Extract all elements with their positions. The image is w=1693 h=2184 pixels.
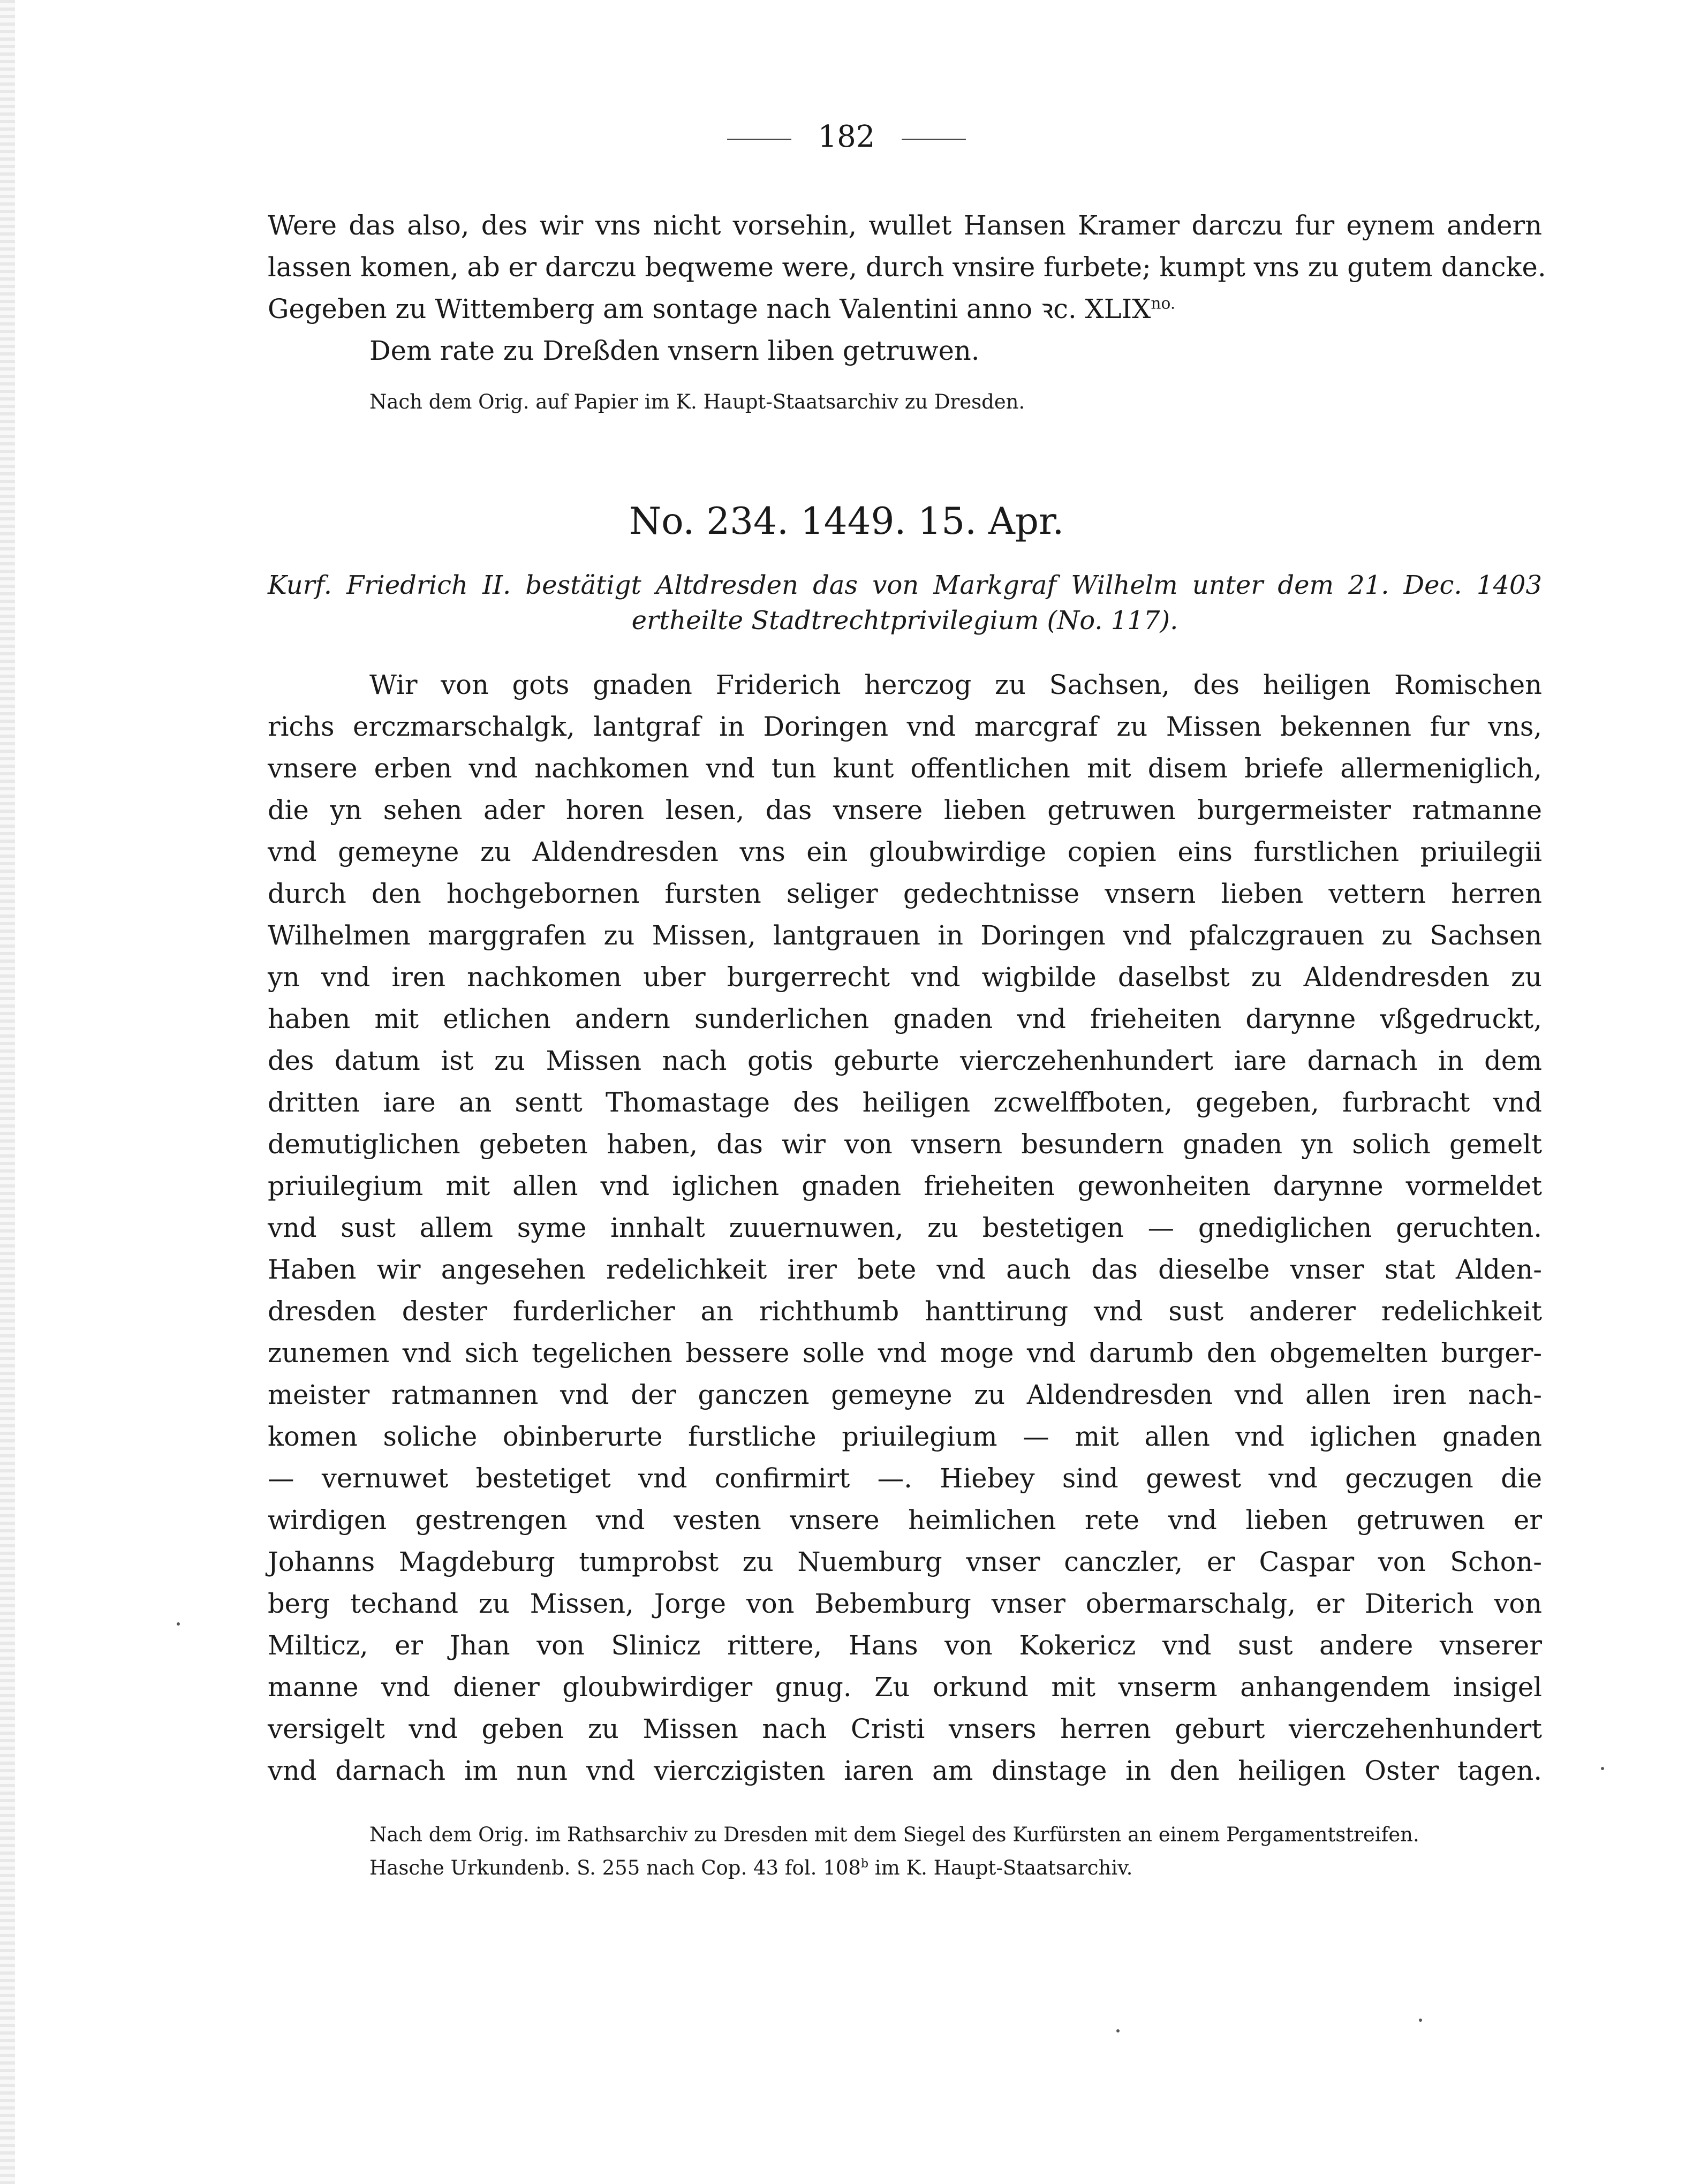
letter-source-note: Nach dem Orig. auf Papier im K. Haupt-Staatsarchiv zu Dresden. [369,390,1025,413]
source-note-ref: Hasche Urkundenb. S. 255 nach Cop. 43 fol. 108 [369,1856,861,1879]
body-line: haben mit etlichen andern sunderlichen gnaden vnd frieheiten darynne vßgedruckt, [268,1003,1542,1034]
header-dash-right [902,139,966,140]
body-line: die yn sehen ader horen lesen, das vnsere lieben getruwen burgermeister ratmanne [268,795,1542,826]
body-line: Wilhelmen marggrafen zu Missen, lantgrauen in Doringen vnd pfalczgrauen zu Sachsen [268,920,1542,951]
document-summary [268,568,1542,638]
document-body [268,664,1542,1792]
page-header [0,119,1693,154]
letter-line: Were das also, des wir vns nicht vorsehin, wullet Hansen Kramer darczu fur eynem andern [268,210,1542,241]
body-line: durch den hochgebornen fursten seliger gedechtnisse vnsern lieben vettern herren [268,878,1542,909]
body-line: vnd gemeyne zu Aldendresden vns ein gloubwirdige copien eins furstlichen priuilegii [268,836,1542,867]
body-line: — vernuwet bestetiget vnd confirmirt —. Hiebey sind gewest vnd geczugen die [268,1463,1542,1494]
page-number: 182 [818,119,875,154]
body-line: Johanns Magdeburg tumprobst zu Nuemburg vnser canczler, er Caspar von Schon- [268,1546,1542,1577]
scan-edge [0,0,15,2184]
top-letter [268,205,1546,419]
body-line: vnsere erben vnd nachkomen vnd tun kunt offentlichen mit disem briefe allermeniglich, [268,753,1542,784]
body-line: berg techand zu Missen, Jorge von Bebemburg vnser obermarschalg, er Diterich von [268,1588,1542,1619]
body-line: des datum ist zu Missen nach gotis geburte vierczehenhundert iare darnach in dem [268,1045,1542,1076]
body-line: Wir von gots gnaden Friderich herczog zu Sachsen, des heiligen Romischen [369,669,1542,700]
source-note-line-1: Nach dem Orig. im Rathsarchiv zu Dresden mit dem Siegel des Kurfürsten an einem Pergamentstreifen. [369,1823,1419,1846]
body-line: dresden dester furderlicher an richthumb hanttirung vnd sust anderer redelichkeit [268,1296,1542,1327]
body-line: yn vnd iren nachkomen uber burgerrecht vnd wigbilde daselbst zu Aldendresden zu [268,962,1542,993]
source-note-archive: im K. Haupt-Staatsarchiv. [868,1856,1133,1879]
letter-address: Dem rate zu Dreßden vnsern liben getruwen. [369,335,980,366]
header-dash-left [727,139,791,140]
letter-date-sup: no. [1151,294,1176,313]
speck [177,1622,180,1626]
body-line: versigelt vnd geben zu Missen nach Cristi vnsers herren geburt vierczehenhundert [268,1713,1542,1744]
source-note-line-2 [369,1852,1542,1885]
body-line: vnd sust allem syme innhalt zuuernuwen, zu bestetigen — gnediglichen geruchten. [268,1212,1542,1243]
body-line: vnd darnach im nun vnd vierczigisten iaren am dinstage in den heiligen Oster tagen. [268,1755,1542,1786]
source-note-sup: b [860,1856,869,1871]
body-line: Milticz, er Jhan von Slinicz rittere, Hans von Kokericz vnd sust andere vnserer [268,1630,1542,1661]
body-line: demutiglichen gebeten haben, das wir von vnsern besundern gnaden yn solich gemelt [268,1129,1542,1160]
speck [1419,2019,1422,2022]
body-line: priuilegium mit allen vnd iglichen gnaden frieheiten gewonheiten darynne vormeldet [268,1170,1542,1201]
speck [1116,2029,1120,2032]
body-line: wirdigen gestrengen vnd vesten vnsere heimlichen rete vnd lieben getruwen er [268,1505,1542,1536]
body-line: dritten iare an sentt Thomastage des heiligen zcwelffboten, gegeben, furbracht vnd [268,1087,1542,1118]
letter-line: lassen komen, ab er darczu beqweme were, durch vnsire furbete; kumpt vns zu gutem dancke. [268,252,1546,283]
body-line: richs erczmarschalgk, lantgraf in Doringen vnd marcgraf zu Missen bekennen fur vns, [268,711,1542,742]
letter-date: Gegeben zu Wittemberg am sontage nach Valentini anno ꝛc. XLIX [268,293,1151,324]
body-line: meister ratmannen vnd der ganczen gemeyne zu Aldendresden vnd allen iren nach- [268,1379,1542,1410]
body-line: komen soliche obinberurte furstliche priuilegium — mit allen vnd iglichen gnaden [268,1421,1542,1452]
body-line: zunemen vnd sich tegelichen bessere solle vnd moge vnd darumb den obgemelten burger- [268,1337,1542,1369]
body-line: Haben wir angesehen redelichkeit irer bete vnd auch das dieselbe vnser stat Alden- [268,1254,1542,1285]
document-heading: No. 234. 1449. 15. Apr. [629,500,1064,543]
summary-line-1: Kurf. Friedrich II. bestätigt Altdresden das von Markgraf Wilhelm unter dem 21. Dec. 1403 [268,570,1542,600]
speck [1601,1767,1604,1770]
letter-line [268,288,1542,330]
summary-line-2: ertheilte Stadtrechtprivilegium (No. 117). [631,606,1178,636]
body-line: manne vnd diener gloubwirdiger gnug. Zu orkund mit vnserm anhangendem insigel [268,1672,1542,1703]
document-source-note [268,1818,1542,1885]
